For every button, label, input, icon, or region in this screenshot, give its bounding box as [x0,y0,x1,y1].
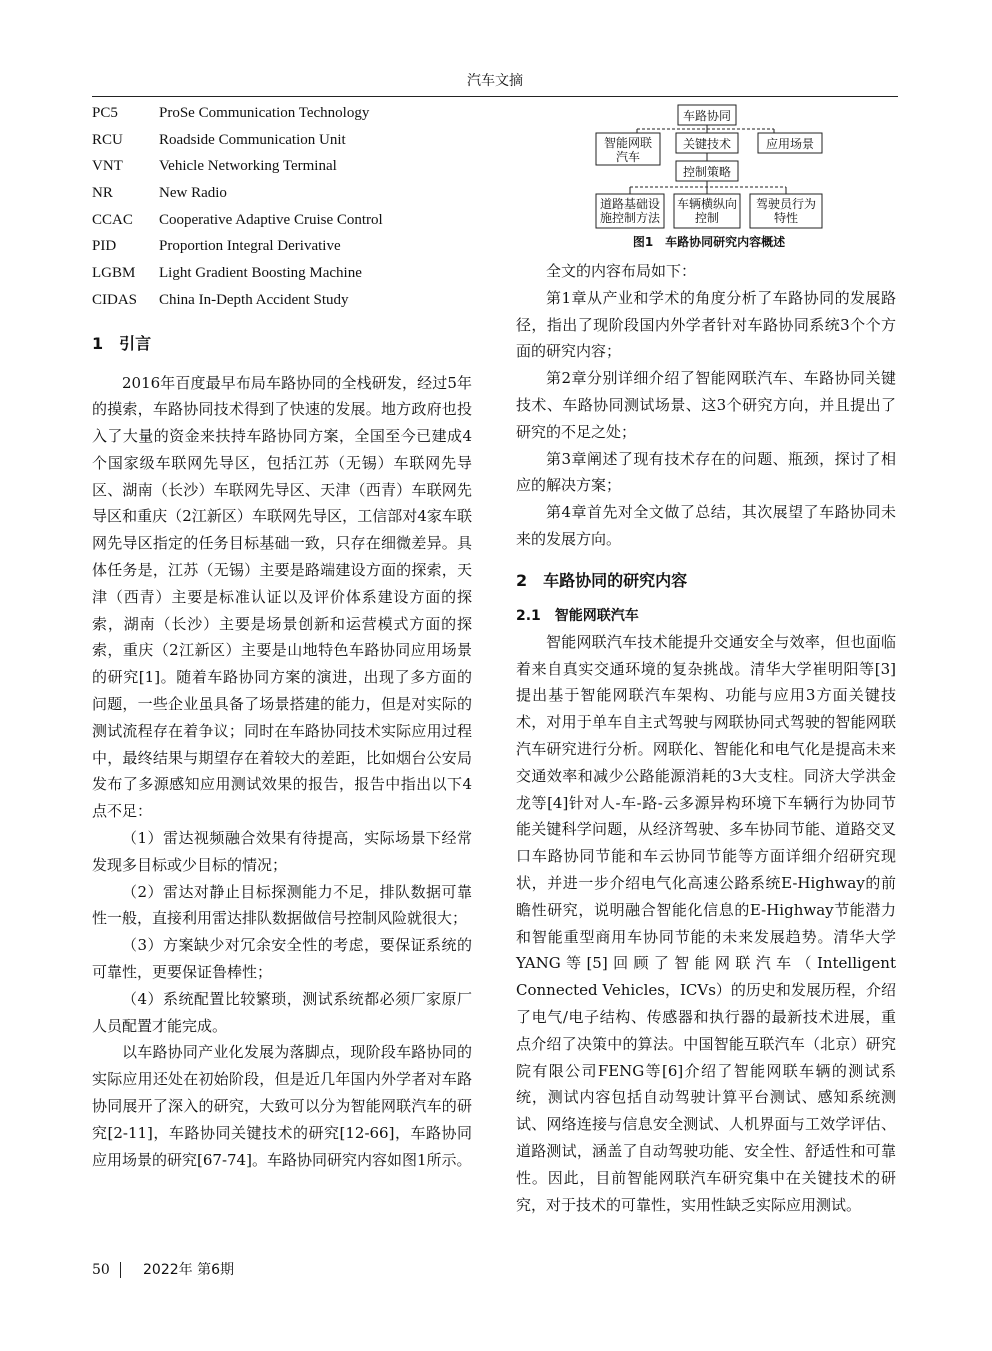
abbreviation-value: Light Gradient Boosting Machine [159,264,362,281]
abbreviation-value: China In-Depth Accident Study [159,291,349,308]
outline-intro: 全文的内容布局如下： [546,262,697,280]
abbreviation-list [92,100,472,314]
figure-1-diagram [594,104,824,254]
abbreviation-row [92,207,472,234]
abbreviation-value: New Radio [159,184,227,201]
abbreviation-key: VNT [92,158,123,175]
body-paragraph: 以车路协同产业化发展为落脚点，现阶段车路协同的实际应用还处在初始阶段，但是近几年国内外学者对车路协同展开了深入的研究，大致可以分为智能网联汽车的研究[2-11]，车路协同关键技术的研究[12-66]，车路协同应用场景的研究[67-74]。车路协同研究内容如图1所示。 [92,1043,472,1169]
issue-label: 2022年 第6期 [143,1262,234,1278]
body-paragraph: （2）雷达对静止目标探测能力不足，排队数据可靠性一般，直接利用雷达排队数据做信号控制风险就很大； [92,882,472,928]
abbreviation-key: PID [92,238,117,255]
body-paragraph: 2016年百度最早布局车路协同的全栈研发，经过5年的摸索，车路协同技术得到了快速的发展。地方政府也投入了大量的资金来扶持车路协同方案，全国至今已建成4个国家级车联网先导区，包括江苏（无锡）车联网先导区、湖南（长沙）车联网先导区、天津（西青）车联网先导区和重庆（2江新区）车联网先导区，工信部对4家车联网先导区指定的任务目标基础一致，只存在细微差异。具体任务是，江苏（无锡）主要是路端建设方面的探索，天津（西青）主要是标准认证以及评价体系建设方面的探索，湖南（长沙）主要是场景创新和运营模式方面的探索，重庆（2江新区）主要是山地特色车路协同应用场景的研究[1]。随着车路协同方案的演进，出现了多方面的问题，一些企业虽具备了场景搭建的能力，但是对实际的测试流程存在着争议；同时在车路协同技术实际应用过程中，最终结果与期望存在着较大的差距，比如烟台公安局发布了多源感知应用测试效果的报告，报告中指出以下4点不足： [92,373,473,821]
subsection-2-1-title: 2.1 智能网联汽车 [516,607,639,624]
node-scenes: 应用场景 [765,137,815,151]
abbreviation-value: Proportion Integral Derivative [159,238,341,255]
node-road-infra: 道路基础设施控制方法 [599,197,661,225]
abbreviation-value: Roadside Communication Unit [159,131,346,148]
abbreviation-key: CIDAS [92,291,138,308]
abbreviation-value: ProSe Communication Technology [159,104,370,121]
body-paragraph: 智能网联汽车技术能提升交通安全与效率，但也面临着来自真实交通环境的复杂挑战。清华大学崔明阳等[3]提出基于智能网联汽车架构、功能与应用3方面关键技术，对用于单车自主式驾驶与网联协同式驾驶的智能网联汽车研究进行分析。网联化、智能化和电气化是提高未来交通效率和减少公路能源消耗的3大支柱。同济大学洪金龙等[4]针对人-车-路-云多源异构环境下车辆行为协同节能关键科学问题，从经济驾驶、多车协同节能、道路交叉口车路协同节能和车云协同节能等方面详细介绍研究现状，并进一步介绍电气化高速公路系统E-Highway的前瞻性研究，说明融合智能化信息的E-Highway节能潜力和智能重型商用车协同节能的未来发展趋势。清华大学YANG等[5]回顾了智能网联汽车（Intelligent Connected Vehicles，ICVs）的历史和发展历程，介绍了电气/电子结构、传感器和执行器的最新技术进展，重点介绍了决策中的算法。中国智能互联汽车（北京）研究院有限公司FENG等[6]介绍了智能网联车辆的测试系统，测试内容包括自动驾驶计算平台测试、感知系统测试、网络连接与信息安全测试、人机界面与工效学评估、道路测试，涵盖了自动驾驶功能、安全性、舒适性和可靠性。因此，目前智能网联汽车研究集中在关键技术的研究，对于技术的可靠性，实用性缺乏实际应用测试。 [516,632,896,1214]
abbreviation-row [92,100,472,127]
abbreviation-key: RCU [92,131,123,148]
abbreviation-value: Cooperative Adaptive Cruise Control [159,211,383,228]
journal-header: 汽车文摘 [467,73,523,89]
abbreviation-row [92,127,472,154]
node-root: 车路协同 [682,109,732,123]
header-rule [92,96,898,97]
right-column [516,258,896,1218]
node-key-tech: 关键技术 [682,137,732,151]
section-2-title: 2 车路协同的研究内容 [516,570,688,590]
figure-1-caption: 图1 车路协同研究内容概述 [632,235,786,249]
body-paragraph: （1）雷达视频融合效果有待提高，实际场景下经常发现多目标或少目标的情况； [92,829,472,874]
section-1-title: 1 引言 [92,333,152,353]
node-ic-vehicle: 智能网联汽车 [603,136,653,164]
outline-item: 第4章首先对全文做了总结，其次展望了车路协同未来的发展方向。 [516,503,896,548]
body-paragraph: （4）系统配置比较繁琐，测试系统都必须厂家原厂人员配置才能完成。 [92,989,472,1035]
abbreviation-row [92,233,472,260]
outline-item: 第2章分别详细介绍了智能网联汽车、车路协同关键技术、车路协同测试场景、这3个研究方向，并且提出了研究的不足之处； [516,369,896,441]
outline-item: 第3章阐述了现有技术存在的问题、瓶颈，探讨了相应的解决方案； [516,449,896,495]
abbreviation-key: CCAC [92,211,133,228]
abbreviation-key: PC5 [92,104,118,121]
abbreviation-row [92,153,472,180]
abbreviation-row [92,260,472,287]
page-number: 50 [92,1262,121,1278]
abbreviation-key: LGBM [92,264,136,281]
body-paragraph: （3）方案缺少对冗余安全性的考虑，要保证系统的可靠性，更要保证鲁棒性； [92,936,472,982]
node-driver: 驾驶员行为特性 [755,197,817,225]
left-column [92,100,472,1173]
outline-item: 第1章从产业和学术的角度分析了车路协同的发展路径，指出了现阶段国内外学者针对车路协同系统3个个方面的研究内容； [516,288,896,361]
node-vehicle-ctrl: 车辆横纵向控制 [676,197,738,225]
abbreviation-value: Vehicle Networking Terminal [159,158,337,175]
abbreviation-row [92,180,472,207]
node-control: 控制策略 [682,165,732,179]
page-footer [92,1259,234,1279]
abbreviation-key: NR [92,184,113,201]
figure-1-svg [594,104,824,232]
abbreviation-row [92,287,472,314]
